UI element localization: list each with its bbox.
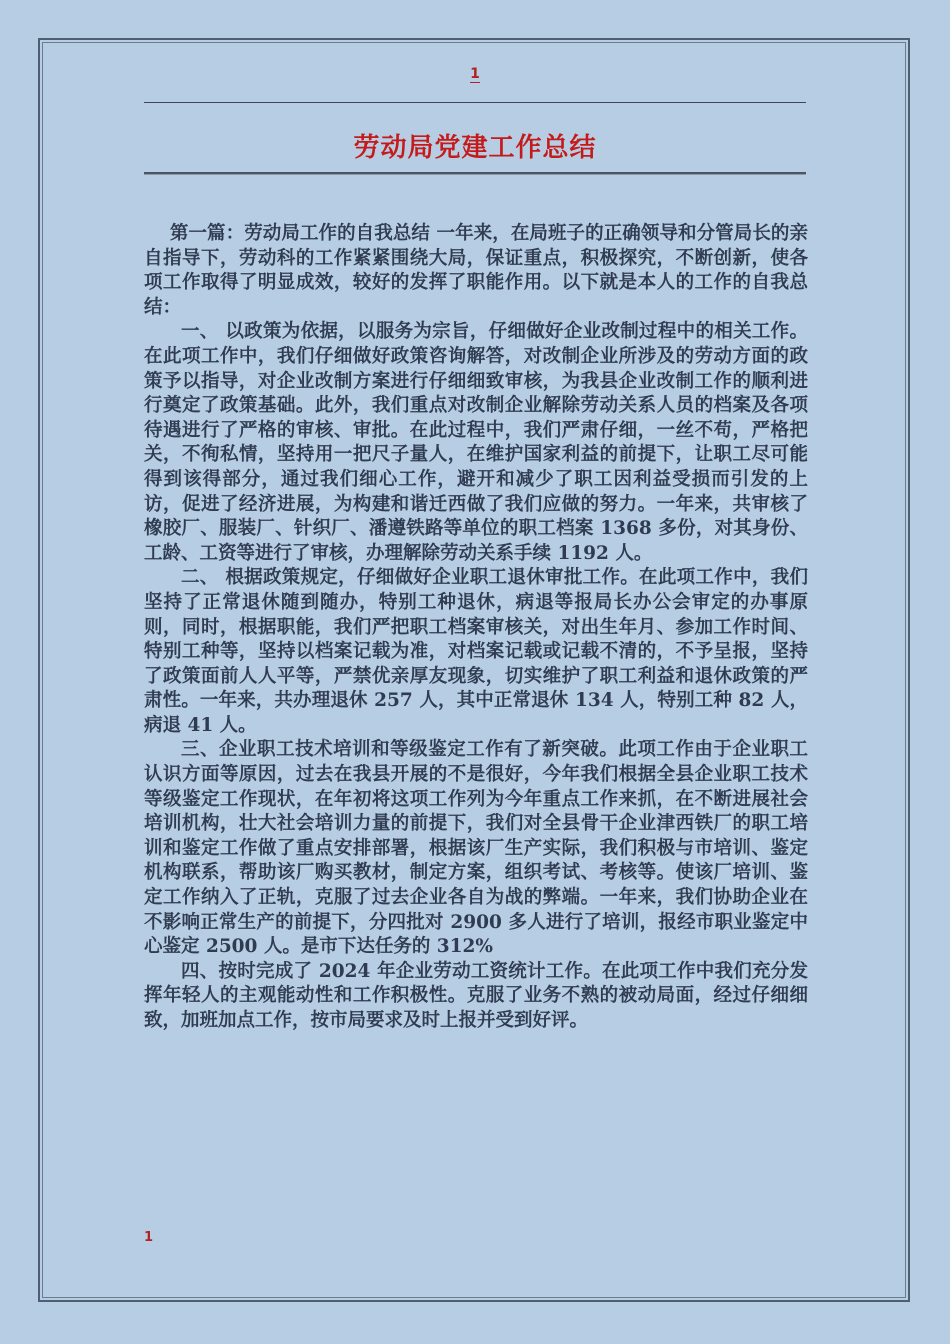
paragraph: 二、 根据政策规定，仔细做好企业职工退休审批工作。在此项工作中，我们坚持了正常退休随到随办，特别工种退休，病退等报局长办公会审定的办事原则，同时，根据职能，我们严把职工档案审核关，对出生年月、参加工作时间、特别工种等，坚持以档案记载为准，对档案记载或记载不清的，不予呈报，坚持了政策面前人人平等，严禁优亲厚友现象，切实维护了职工利益和退休政策的严肃性。一年来，共办理退休 257 人，其中正常退休 134 人，特别工种 82 人，病退 41 人。: [144, 567, 808, 736]
document-title: 劳动局党建工作总结: [353, 133, 597, 163]
paragraph: 一、 以政策为依据，以服务为宗旨，仔细做好企业改制过程中的相关工作。在此项工作中，我们仔细做好政策咨询解答，对改制企业所涉及的劳动方面的政策予以指导，对企业改制方案进行仔细细致审核，为我县企业改制工作的顺利进行奠定了政策基础。此外，我们重点对改制企业解除劳动关系人员的档案及各项待遇进行了严格的审核、审批。在此过程中，我们严肃仔细，一丝不苟，严格把关，不徇私情，坚持用一把尺子量人，在维护国家利益的前提下，让职工尽可能得到该得部分，通过我们细心工作，避开和减少了职工因利益受损而引发的上访，促进了经济进展，为构建和谐迁西做了我们应做的努力。一年来，共审核了橡胶厂、服装厂、针织厂、潘遵铁路等单位的职工档案 1368 多份，对其身份、工龄、工资等进行了审核，办理解除劳动关系手续 1192 人。: [144, 321, 808, 564]
document-body: [144, 222, 808, 1034]
title-divider: [144, 172, 806, 174]
header-page-number-text: 1: [470, 66, 480, 82]
footer-page-number: 1: [144, 1230, 154, 1245]
paragraph: 第一篇：劳动局工作的自我总结 一年来，在局班子的正确领导和分管局长的亲自指导下，劳动科的工作紧紧围绕大局，保证重点，积极探究，不断创新，使各项工作取得了明显成效，较好的发挥了职能作用。以下就是本人的工作的自我总结：: [144, 223, 808, 318]
paragraph: 三、企业职工技术培训和等级鉴定工作有了新突破。此项工作由于企业职工认识方面等原因，过去在我县开展的不是很好，今年我们根据全县企业职工技术等级鉴定工作现状，在年初将这项工作列为今年重点工作来抓，在不断进展社会培训机构，壮大社会培训力量的前提下，我们对全县骨干企业津西铁厂的职工培训和鉴定工作做了重点安排部署，根据该厂生产实际，我们积极与市培训、鉴定机构联系，帮助该厂购买教材，制定方案，组织考试、考核等。使该厂培训、鉴定工作纳入了正轨，克服了过去企业各自为战的弊端。一年来，我们协助企业在不影响正常生产的前提下，分四批对 2900 多人进行了培训，报经市职业鉴定中心鉴定 2500 人。是市下达任务的 312%: [144, 739, 808, 958]
header-divider: [144, 102, 806, 103]
header-page-number: [0, 66, 950, 83]
paragraph: 四、按时完成了 2024 年企业劳动工资统计工作。在此项工作中我们充分发挥年轻人的主观能动性和工作积极性。克服了业务不熟的被动局面，经过仔细细致，加班加点工作，按市局要求及时上报并受到好评。: [144, 960, 808, 1031]
